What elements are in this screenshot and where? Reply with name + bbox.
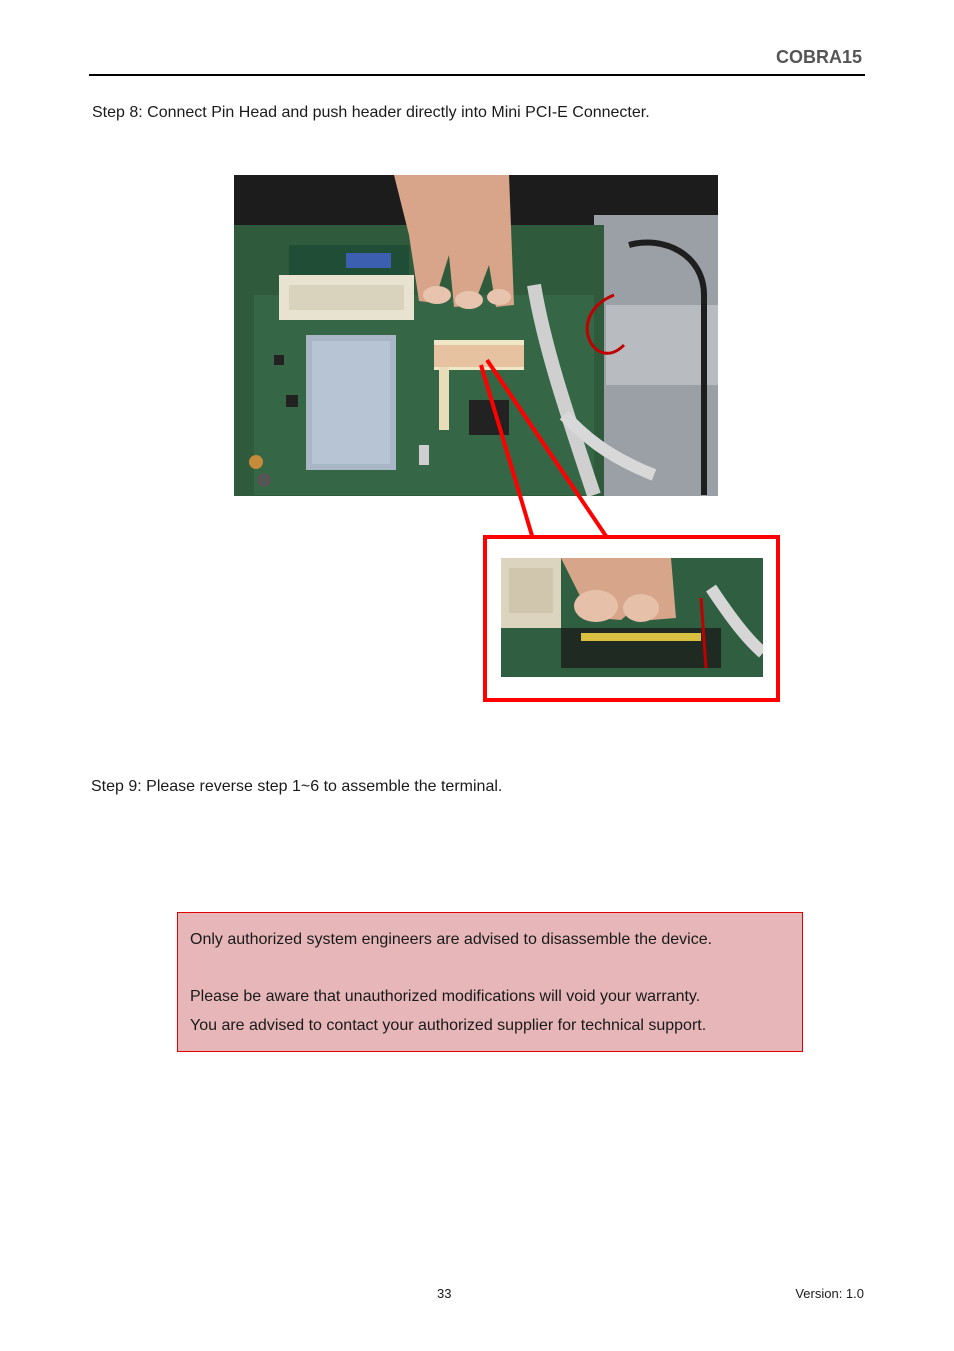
warning-spacer bbox=[190, 954, 790, 982]
warning-line-1: Only authorized system engineers are advised to disassemble the device. bbox=[190, 931, 713, 948]
header-rule bbox=[89, 74, 865, 76]
header-title: COBRA15 bbox=[775, 47, 862, 67]
step-9-instruction: Step 9: Please reverse step 1~6 to assemble the terminal. bbox=[91, 778, 503, 795]
warning-line-2: Please be aware that unauthorized modifications will void your warranty. bbox=[190, 988, 701, 1005]
warning-line-3: You are advised to contact your authorized supplier for technical support. bbox=[190, 1017, 707, 1034]
step-8-instruction: Step 8: Connect Pin Head and push header directly into Mini PCI-E Connecter. bbox=[92, 104, 650, 121]
motherboard-photo bbox=[234, 175, 718, 496]
zoom-detail-photo bbox=[501, 558, 763, 677]
warning-notice bbox=[177, 912, 803, 1052]
version-label: Version: 1.0 bbox=[795, 1286, 864, 1301]
page-number: 33 bbox=[437, 1286, 452, 1301]
